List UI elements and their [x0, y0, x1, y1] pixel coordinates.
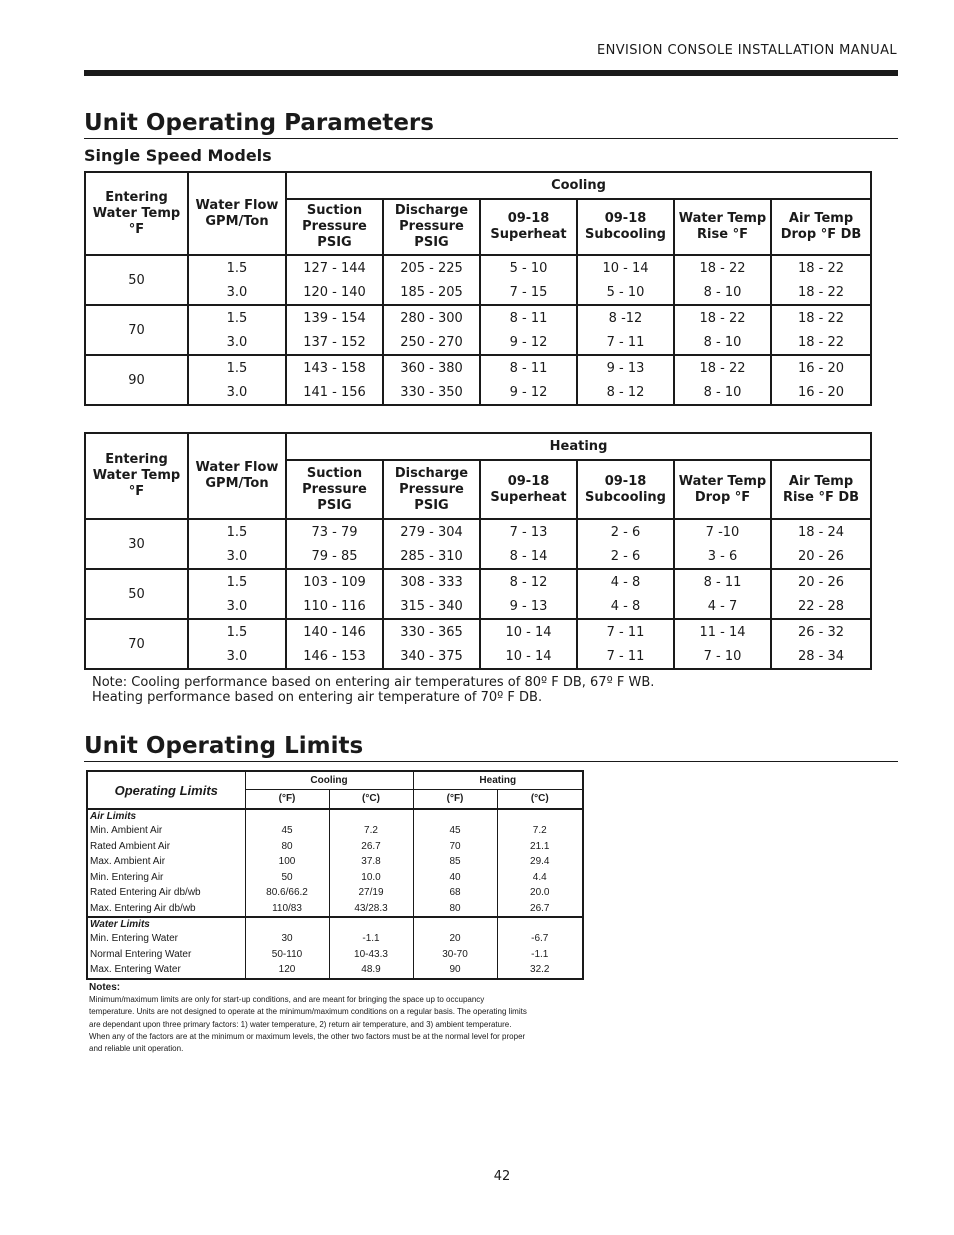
limits-value-cell: 20.0 — [530, 887, 550, 898]
limits-spacer-cell — [413, 809, 497, 823]
table-cell: 1.5 — [188, 619, 286, 644]
header-cooling-group: Cooling — [286, 172, 871, 199]
limits-value-cell: 80 — [413, 901, 497, 918]
limits-notes — [89, 982, 529, 1055]
table-cell: 1.5 — [188, 305, 286, 330]
limits-value-cell: 85 — [413, 854, 497, 870]
table-row — [87, 870, 583, 886]
limits-value-cell: 90 — [413, 962, 497, 979]
table-cell: 360 - 380 — [383, 355, 480, 380]
table-cell: 7 -10 — [674, 519, 771, 544]
limits-table-body — [87, 809, 583, 979]
table-row — [85, 519, 871, 544]
limits-value-cell: 7.2 — [329, 823, 413, 839]
header-superheat: 09-18 Superheat — [480, 460, 577, 519]
table-cell: 330 - 350 — [383, 380, 480, 405]
header-entering-water-temp: Entering Water Temp °F — [85, 172, 188, 255]
table-cell: 250 - 270 — [383, 330, 480, 355]
table-cell: 18 - 22 — [771, 330, 871, 355]
table-cell: 139 - 154 — [286, 305, 383, 330]
table-cell: 205 - 225 — [383, 255, 480, 280]
table-row — [85, 330, 871, 355]
table-cell: 28 - 34 — [771, 644, 871, 669]
limits-row-label: Rated Ambient Air — [87, 839, 245, 855]
table-cell: 3 - 6 — [674, 544, 771, 569]
table-cell: 10 - 14 — [480, 619, 577, 644]
limits-value-cell: 80 — [245, 839, 329, 855]
limits-value-cell: 110/83 — [245, 901, 329, 918]
table-row — [87, 885, 583, 901]
limits-row-label: Min. Ambient Air — [87, 823, 245, 839]
table-row — [87, 901, 583, 918]
limits-spacer-cell — [329, 809, 413, 823]
table-cell: 8 - 11 — [480, 355, 577, 380]
limits-value-cell: 43/28.3 — [329, 901, 413, 918]
section-title-parameters: Unit Operating Parameters — [84, 109, 898, 139]
table-cell: 8 - 10 — [674, 280, 771, 305]
table-cell: 140 - 146 — [286, 619, 383, 644]
table-cell: 8 - 11 — [480, 305, 577, 330]
table-cell: 2 - 6 — [577, 519, 674, 544]
table-row — [85, 644, 871, 669]
limits-unit-heating-f: (°F) — [413, 789, 497, 809]
limits-table-title: Operating Limits — [87, 771, 245, 809]
table-cell: 3.0 — [188, 280, 286, 305]
table-cell: 143 - 158 — [286, 355, 383, 380]
table-cell: 18 - 22 — [771, 280, 871, 305]
table-cell: 185 - 205 — [383, 280, 480, 305]
table-row — [85, 619, 871, 644]
limits-spacer-cell — [245, 809, 329, 823]
table-cell: 9 - 12 — [480, 330, 577, 355]
limits-value-cell: 37.8 — [329, 854, 413, 870]
limits-unit-cooling-f: (°F) — [245, 789, 329, 809]
entering-water-temp-cell: 50 — [85, 569, 188, 619]
table-row — [85, 380, 871, 405]
table-cell: 8 -12 — [577, 305, 674, 330]
limits-value-cell: 4.4 — [532, 871, 547, 883]
table-cell: 18 - 22 — [771, 255, 871, 280]
table-row — [87, 854, 583, 870]
table-row — [85, 569, 871, 594]
header-air-temp-rise: Air Temp Rise °F DB — [771, 460, 871, 519]
table-cell: 1.5 — [188, 255, 286, 280]
table-cell: 7 - 13 — [480, 519, 577, 544]
entering-water-temp-cell: 90 — [85, 355, 188, 405]
header-discharge-pressure: Discharge Pressure PSIG — [383, 460, 480, 519]
table-cell: 3.0 — [188, 544, 286, 569]
header-subcooling: 09-18 Subcooling — [577, 460, 674, 519]
performance-note — [92, 675, 654, 705]
heating-table-body — [85, 519, 871, 669]
table-cell: 18 - 24 — [771, 519, 871, 544]
section-title-limits: Unit Operating Limits — [84, 732, 898, 762]
limits-value-cell: 7.2 — [532, 825, 547, 836]
table-cell: 9 - 13 — [480, 594, 577, 619]
limits-unit-heating-c: (°C) — [497, 789, 583, 809]
table-cell: 103 - 109 — [286, 569, 383, 594]
limits-spacer-cell — [497, 917, 583, 931]
table-cell: 120 - 140 — [286, 280, 383, 305]
table-cell: 279 - 304 — [383, 519, 480, 544]
limits-row-label: Min. Entering Water — [87, 931, 245, 947]
limits-section-label: Air Limits — [87, 809, 245, 823]
cooling-table-body — [85, 255, 871, 405]
table-cell: 4 - 8 — [577, 594, 674, 619]
header-suction-pressure: Suction Pressure PSIG — [286, 199, 383, 255]
table-cell: 18 - 22 — [674, 305, 771, 330]
limits-value-cell: -1.1 — [531, 948, 549, 960]
header-superheat: 09-18 Superheat — [480, 199, 577, 255]
table-cell: 79 - 85 — [286, 544, 383, 569]
header-suction-pressure: Suction Pressure PSIG — [286, 460, 383, 519]
limits-value-cell: 10.0 — [329, 870, 413, 886]
limits-value-cell: 27/19 — [329, 885, 413, 901]
table-cell: 10 - 14 — [480, 644, 577, 669]
table-cell: 7 - 11 — [577, 619, 674, 644]
header-water-flow: Water Flow GPM/Ton — [188, 433, 286, 519]
limits-row-label: Max. Ambient Air — [87, 854, 245, 870]
table-row — [87, 931, 583, 947]
table-cell: 8 - 11 — [674, 569, 771, 594]
table-cell: 5 - 10 — [577, 280, 674, 305]
table-cell: 127 - 144 — [286, 255, 383, 280]
table-cell: 4 - 8 — [577, 569, 674, 594]
table-cell: 10 - 14 — [577, 255, 674, 280]
limits-header-cooling: Cooling — [245, 771, 413, 789]
table-cell: 3.0 — [188, 644, 286, 669]
page-number: 42 — [493, 1169, 511, 1184]
limits-row-label: Max. Entering Water — [87, 962, 245, 979]
header-rule — [84, 70, 898, 76]
running-header: ENVISION CONSOLE INSTALLATION MANUAL — [597, 43, 897, 58]
table-row — [87, 947, 583, 963]
header-entering-water-temp: Entering Water Temp °F — [85, 433, 188, 519]
limits-value-cell: 45 — [245, 823, 329, 839]
limits-notes-text: Minimum/maximum limits are only for start-up conditions, and are meant for bringing the space up to occupancy temperature. Units are not designed to operate at the minimum/maximum conditions on a regular basis. The operating limits are dependant upon three primary factors: 1) water temperature, 2) return air temperature, and 3) ambient temperature. When any of the factors are at the minimum or maximum levels, the other two factors must be at the normal level for proper and reliable unit operation. — [89, 995, 527, 1054]
table-cell: 18 - 22 — [674, 355, 771, 380]
table-cell: 18 - 22 — [771, 305, 871, 330]
limits-spacer-cell — [245, 917, 329, 931]
table-cell: 308 - 333 — [383, 569, 480, 594]
limits-value-cell: 48.9 — [329, 962, 413, 979]
table-row — [85, 255, 871, 280]
table-cell: 20 - 26 — [771, 544, 871, 569]
entering-water-temp-cell: 70 — [85, 619, 188, 669]
table-cell: 9 - 12 — [480, 380, 577, 405]
table-cell: 146 - 153 — [286, 644, 383, 669]
limits-value-cell: 50-110 — [245, 947, 329, 963]
table-cell: 285 - 310 — [383, 544, 480, 569]
limits-value-cell: 120 — [245, 962, 329, 979]
limits-spacer-cell — [497, 809, 583, 823]
table-cell: 8 - 10 — [674, 380, 771, 405]
table-cell: 8 - 14 — [480, 544, 577, 569]
table-row — [85, 544, 871, 569]
limits-row-label: Rated Entering Air db/wb — [87, 885, 245, 901]
limits-value-cell: 80.6/66.2 — [245, 885, 329, 901]
limits-row-label: Min. Entering Air — [87, 870, 245, 886]
limits-spacer-cell — [413, 917, 497, 931]
limits-spacer-cell — [329, 917, 413, 931]
table-cell: 20 - 26 — [771, 569, 871, 594]
table-cell: 340 - 375 — [383, 644, 480, 669]
limits-value-cell: 50 — [245, 870, 329, 886]
limits-value-cell: 26.7 — [329, 839, 413, 855]
table-cell: 3.0 — [188, 594, 286, 619]
table-cell: 7 - 15 — [480, 280, 577, 305]
table-row — [85, 305, 871, 330]
table-row — [85, 355, 871, 380]
table-cell: 7 - 11 — [577, 644, 674, 669]
limits-value-cell: 45 — [413, 823, 497, 839]
heating-parameters-table — [84, 432, 872, 670]
table-row — [87, 839, 583, 855]
limits-value-cell: 26.7 — [530, 902, 550, 914]
limits-section-row — [87, 917, 583, 931]
limits-value-cell: 30 — [245, 931, 329, 947]
limits-header-heating: Heating — [413, 771, 583, 789]
table-cell: 3.0 — [188, 380, 286, 405]
limits-notes-label: Notes: — [89, 982, 121, 993]
header-heating-group: Heating — [286, 433, 871, 460]
limits-value-cell: 29.4 — [530, 856, 550, 867]
entering-water-temp-cell: 30 — [85, 519, 188, 569]
table-cell: 16 - 20 — [771, 380, 871, 405]
header-subcooling: 09-18 Subcooling — [577, 199, 674, 255]
header-water-flow: Water Flow GPM/Ton — [188, 172, 286, 255]
table-cell: 1.5 — [188, 355, 286, 380]
table-cell: 26 - 32 — [771, 619, 871, 644]
note-line-heating: Heating performance based on entering air temperature of 70º F DB. — [92, 690, 543, 705]
cooling-parameters-table — [84, 171, 872, 406]
table-row — [85, 280, 871, 305]
limits-value-cell: 32.2 — [530, 964, 550, 975]
limits-section-row — [87, 809, 583, 823]
table-cell: 22 - 28 — [771, 594, 871, 619]
table-cell: 110 - 116 — [286, 594, 383, 619]
entering-water-temp-cell: 50 — [85, 255, 188, 305]
table-cell: 141 - 156 — [286, 380, 383, 405]
table-cell: 1.5 — [188, 569, 286, 594]
entering-water-temp-cell: 70 — [85, 305, 188, 355]
table-cell: 8 - 12 — [577, 380, 674, 405]
limits-value-cell: -1.1 — [329, 931, 413, 947]
limits-row-label: Normal Entering Water — [87, 947, 245, 963]
table-cell: 315 - 340 — [383, 594, 480, 619]
table-cell: 16 - 20 — [771, 355, 871, 380]
table-cell: 11 - 14 — [674, 619, 771, 644]
limits-value-cell: 100 — [245, 854, 329, 870]
table-cell: 9 - 13 — [577, 355, 674, 380]
table-cell: 1.5 — [188, 519, 286, 544]
limits-value-cell: 30-70 — [413, 947, 497, 963]
header-discharge-pressure: Discharge Pressure PSIG — [383, 199, 480, 255]
operating-limits-table — [86, 770, 584, 980]
table-cell: 2 - 6 — [577, 544, 674, 569]
table-cell: 8 - 10 — [674, 330, 771, 355]
table-cell: 7 - 10 — [674, 644, 771, 669]
header-water-temp-drop: Water Temp Drop °F — [674, 460, 771, 519]
limits-value-cell: 40 — [413, 870, 497, 886]
table-cell: 73 - 79 — [286, 519, 383, 544]
limits-value-cell: 20 — [413, 931, 497, 947]
subsection-title-single-speed: Single Speed Models — [84, 146, 272, 165]
limits-value-cell: 70 — [413, 839, 497, 855]
table-cell: 8 - 12 — [480, 569, 577, 594]
table-cell: 5 - 10 — [480, 255, 577, 280]
limits-row-label: Max. Entering Air db/wb — [87, 901, 245, 918]
limits-value-cell: 68 — [413, 885, 497, 901]
limits-section-label: Water Limits — [87, 917, 245, 931]
table-row — [87, 962, 583, 979]
limits-unit-cooling-c: (°C) — [329, 789, 413, 809]
limits-value-cell: -6.7 — [531, 933, 549, 944]
limits-value-cell: 10-43.3 — [329, 947, 413, 963]
table-cell: 3.0 — [188, 330, 286, 355]
table-row — [87, 823, 583, 839]
header-air-temp-drop: Air Temp Drop °F DB — [771, 199, 871, 255]
table-cell: 7 - 11 — [577, 330, 674, 355]
table-cell: 4 - 7 — [674, 594, 771, 619]
table-cell: 280 - 300 — [383, 305, 480, 330]
table-row — [85, 594, 871, 619]
header-water-temp-rise: Water Temp Rise °F — [674, 199, 771, 255]
note-line-cooling: Note: Cooling performance based on entering air temperatures of 80º F DB, 67º F WB. — [92, 675, 655, 690]
table-cell: 137 - 152 — [286, 330, 383, 355]
table-cell: 330 - 365 — [383, 619, 480, 644]
table-cell: 18 - 22 — [674, 255, 771, 280]
limits-value-cell: 21.1 — [530, 840, 550, 852]
